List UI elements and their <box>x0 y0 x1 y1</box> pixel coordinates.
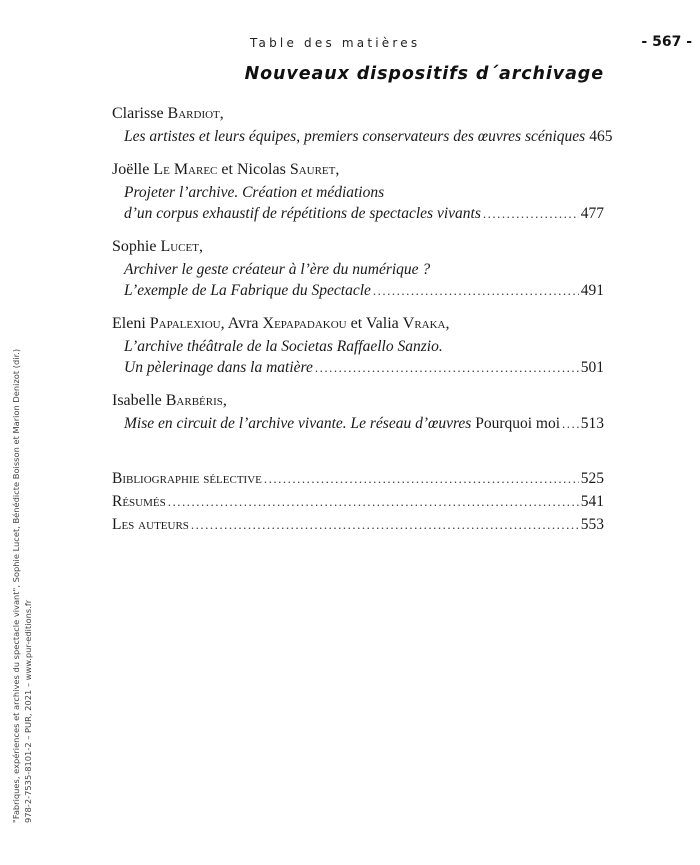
entry-authors: Clarisse Bardiot, <box>112 105 224 122</box>
backmatter-page-number: 525 <box>580 470 604 487</box>
section-title: Nouveaux dispositifs d´archivage <box>244 64 604 84</box>
entry-title-text: Mise en circuit de l’archive vivante. Le réseau d’œuvres Pourquoi moi <box>124 415 561 432</box>
entry-title-extra: Pourquoi moi <box>471 415 561 432</box>
backmatter-list <box>112 467 604 536</box>
toc-entry <box>112 312 604 378</box>
entry-page-number: 465 <box>589 128 613 145</box>
backmatter-item-authors[interactable] <box>112 513 604 536</box>
entry-title-text: d’un corpus exhaustif de répétitions de spectacles vivants <box>124 205 481 222</box>
backmatter-label: Résumés <box>112 493 166 510</box>
dot-leader <box>562 413 579 434</box>
dot-leader <box>373 280 579 301</box>
toc-entry <box>112 389 604 434</box>
entry-title[interactable] <box>112 336 604 378</box>
entry-authors: Isabelle Barbéris, <box>112 392 227 409</box>
backmatter-label: Les auteurs <box>112 516 189 533</box>
side-credit <box>10 348 34 823</box>
backmatter-page-number: 541 <box>580 493 604 510</box>
entry-title-text: Archiver le geste créateur à l’ère du numérique ? <box>124 261 431 278</box>
backmatter-page-number: 553 <box>580 516 604 533</box>
dot-leader <box>483 203 579 224</box>
table-of-contents <box>112 102 613 536</box>
page-number: - 567 - <box>641 34 692 50</box>
side-credit-line: "Fabriques, expériences et archives du spectacle vivant", Sophie Lucet, Bénédicte Boisson et Marion Denizot (dir.) <box>11 348 21 823</box>
dot-leader <box>168 490 579 513</box>
entry-page-number: 477 <box>580 205 604 222</box>
entry-title[interactable] <box>112 413 604 434</box>
entry-authors: Eleni Papalexiou, Avra Xepapadakou et Valia Vraka, <box>112 315 450 332</box>
toc-entry <box>112 235 604 301</box>
entry-page-number: 513 <box>580 415 604 432</box>
entry-authors: Joëlle Le Marec et Nicolas Sauret, <box>112 161 340 178</box>
backmatter-item-resumes[interactable] <box>112 490 604 513</box>
dot-leader <box>191 513 579 536</box>
entry-authors: Sophie Lucet, <box>112 238 203 255</box>
entry-title-text: Les artistes et leurs équipes, premiers conservateurs des œuvres scéniques <box>124 128 586 145</box>
entry-page-number: 501 <box>580 359 604 376</box>
backmatter-item-bibliography[interactable] <box>112 467 604 490</box>
backmatter-label: Bibliographie sélective <box>112 470 262 487</box>
entry-page-number: 491 <box>580 282 604 299</box>
toc-entry <box>112 158 604 224</box>
dot-leader <box>315 357 579 378</box>
entry-title-text: Projeter l’archive. Création et médiations <box>124 184 385 201</box>
running-head: Table des matières <box>250 36 421 50</box>
side-credit-line: 978-2-7535-8101-2 – PUR, 2021 – www.pur-editions.fr <box>23 599 33 823</box>
entry-title[interactable] <box>112 259 604 301</box>
toc-entry <box>112 102 613 147</box>
entry-title-text: L’archive théâtrale de la Societas Raffaello Sanzio. <box>124 338 443 355</box>
entry-title[interactable] <box>112 126 613 147</box>
entry-title-text: Un pèlerinage dans la matière <box>124 359 313 376</box>
entry-title[interactable] <box>112 182 604 224</box>
entry-title-text: L’exemple de La Fabrique du Spectacle <box>124 282 371 299</box>
dot-leader <box>264 467 579 490</box>
